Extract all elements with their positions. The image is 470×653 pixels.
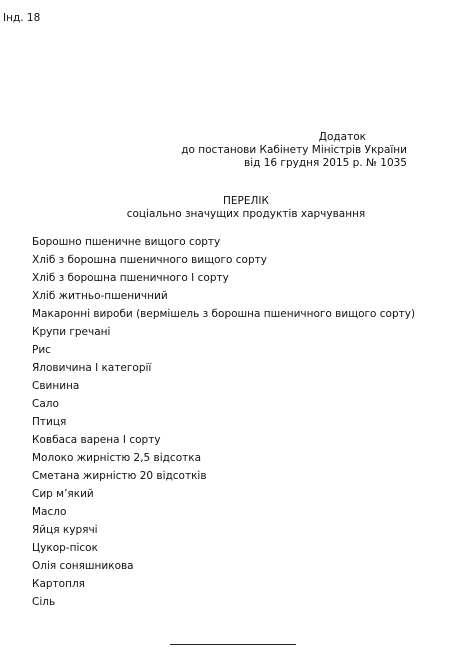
product-item: Ковбаса варена I сорту	[32, 434, 161, 446]
product-item: Олія соняшникова	[32, 560, 134, 572]
document-title: ПЕРЕЛІК	[223, 195, 269, 207]
product-item: Хліб з борошна пшеничного I сорту	[32, 272, 229, 284]
appendix-header	[0, 131, 407, 170]
product-item: Сіль	[32, 596, 56, 608]
product-item: Сметана жирністю 20 відсотків	[32, 470, 207, 482]
document-subtitle: соціально значущих продуктів харчування	[126, 208, 366, 220]
product-item: Молоко жирністю 2,5 відсотка	[32, 452, 202, 464]
product-item: Яловичина I категорії	[32, 362, 152, 374]
product-item: Птиця	[32, 416, 67, 428]
product-item: Свинина	[32, 380, 80, 392]
product-item: Крупи гречані	[32, 326, 111, 338]
product-item: Хліб з борошна пшеничного вищого сорту	[32, 254, 267, 266]
closing-rule	[170, 644, 296, 645]
title-block	[0, 195, 470, 221]
appendix-line-1: Додаток	[318, 131, 366, 143]
products-list	[32, 236, 415, 614]
index-label: Інд. 18	[3, 12, 41, 24]
product-item: Сало	[32, 398, 59, 410]
product-item: Макаронні вироби (вермішель з борошна пшеничного вищого сорту)	[32, 308, 416, 320]
product-item: Рис	[32, 344, 51, 356]
product-item: Борошно пшеничне вищого сорту	[32, 236, 221, 248]
product-item: Картопля	[32, 578, 85, 590]
product-item: Яйця курячі	[32, 524, 98, 536]
product-item: Хліб житньо-пшеничний	[32, 290, 168, 302]
product-item: Масло	[32, 506, 67, 518]
product-item: Цукор-пісок	[32, 542, 98, 554]
product-item: Сир м’який	[32, 488, 94, 500]
appendix-line-3: від 16 грудня 2015 р. № 1035	[244, 157, 407, 169]
appendix-line-2: до постанови Кабінету Міністрів України	[181, 144, 407, 156]
